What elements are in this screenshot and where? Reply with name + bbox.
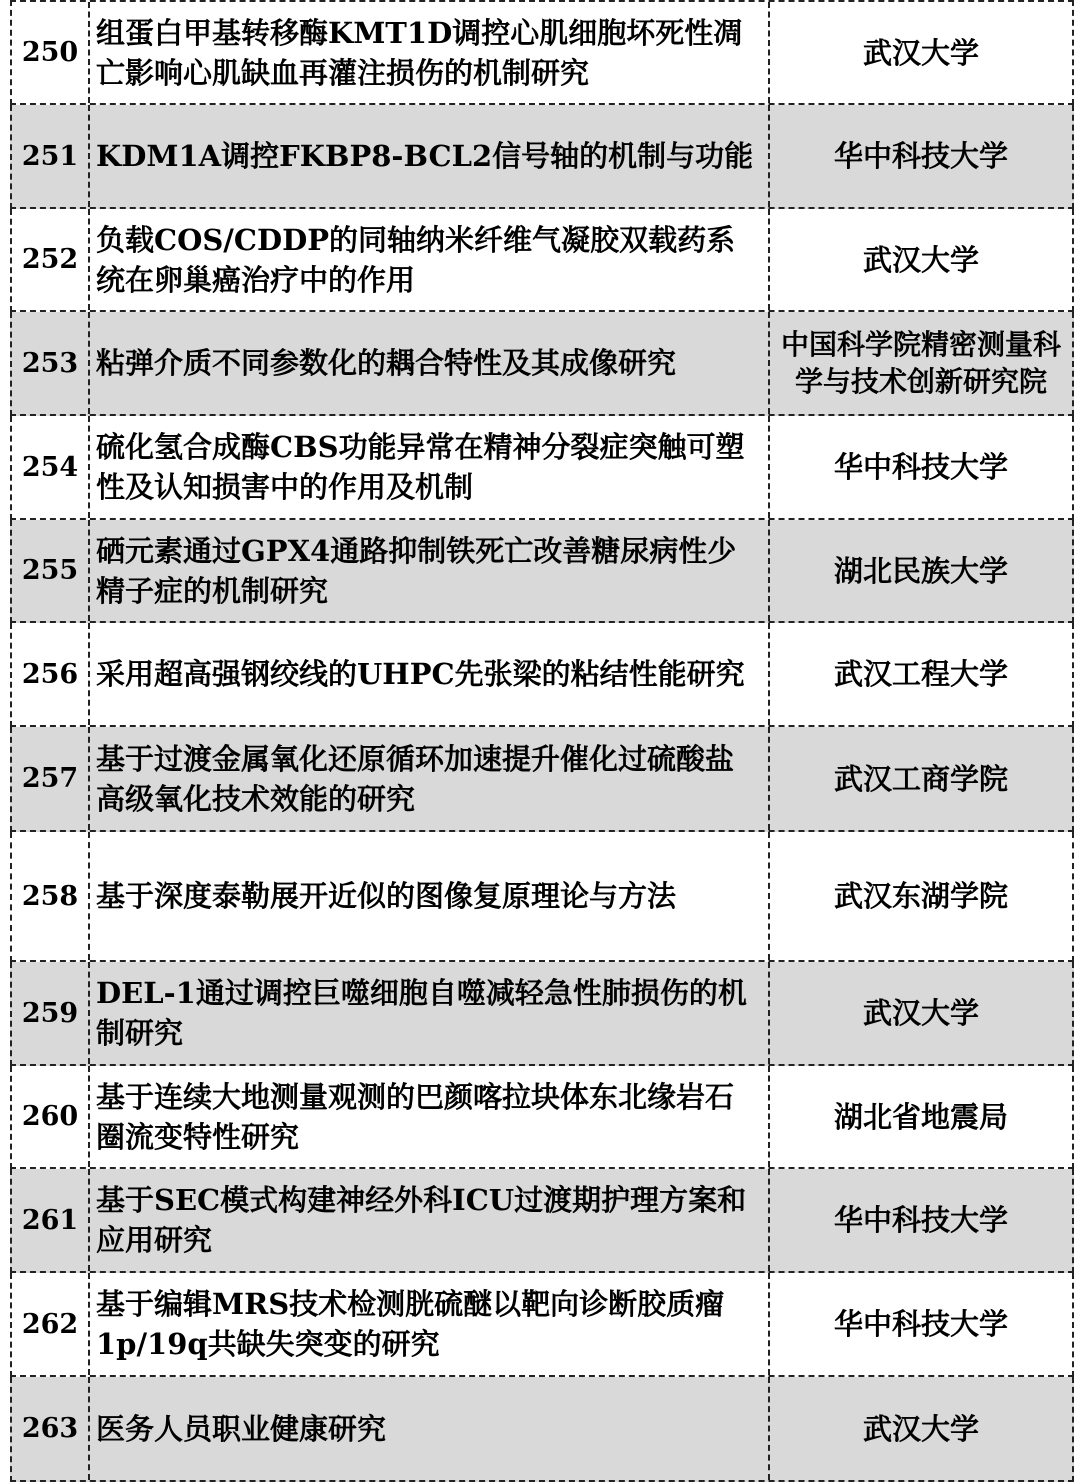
institution: 武汉大学 <box>862 996 979 1030</box>
table-row <box>10 209 1074 312</box>
institution: 华中科技大学 <box>833 139 1008 173</box>
project-title: 基于SEC模式构建神经外科ICU过渡期护理方案和应用研究 <box>90 1169 770 1271</box>
institution: 武汉东湖学院 <box>833 879 1008 913</box>
institution: 湖北民族大学 <box>833 553 1008 588</box>
table-row <box>10 962 1074 1066</box>
project-title: 基于深度泰勒展开近似的图像复原理论与方法 <box>90 832 770 960</box>
project-title: 基于过渡金属氧化还原循环加速提升催化过硫酸盐高级氧化技术效能的研究 <box>90 727 770 830</box>
row-number: 252 <box>12 209 90 310</box>
project-title: KDM1A调控FKBP8-BCL2信号轴的机制与功能 <box>90 105 770 207</box>
table-row <box>10 1273 1074 1377</box>
table-row <box>10 832 1074 962</box>
project-title: 医务人员职业健康研究 <box>90 1377 770 1480</box>
project-title: DEL-1通过调控巨噬细胞自噬减轻急性肺损伤的机制研究 <box>90 962 770 1064</box>
project-title: 基于连续大地测量观测的巴颜喀拉块体东北缘岩石圈流变特性研究 <box>90 1066 770 1167</box>
institution: 武汉工商学院 <box>833 761 1008 796</box>
institution: 华中科技大学 <box>833 1307 1008 1341</box>
institution: 湖北省地震局 <box>833 1099 1008 1134</box>
row-number: 259 <box>12 962 90 1064</box>
project-title: 硒元素通过GPX4通路抑制铁死亡改善糖尿病性少精子症的机制研究 <box>90 520 770 621</box>
row-number: 256 <box>12 623 90 725</box>
row-number: 255 <box>12 520 90 621</box>
row-number: 260 <box>12 1066 90 1167</box>
institution: 武汉大学 <box>862 242 979 277</box>
row-number: 261 <box>12 1169 90 1271</box>
project-title: 硫化氢合成酶CBS功能异常在精神分裂症突触可塑性及认知损害中的作用及机制 <box>90 416 770 518</box>
table-row <box>10 1169 1074 1273</box>
row-number: 254 <box>12 416 90 518</box>
row-number: 257 <box>12 727 90 830</box>
table-row <box>10 1377 1074 1482</box>
institution: 华中科技大学 <box>833 450 1008 484</box>
row-number: 253 <box>12 312 90 414</box>
project-title: 组蛋白甲基转移酶KMT1D调控心肌细胞坏死性凋亡影响心肌缺血再灌注损伤的机制研究 <box>90 2 770 103</box>
row-number: 262 <box>12 1273 90 1375</box>
table-row <box>10 416 1074 520</box>
institution: 华中科技大学 <box>833 1203 1008 1237</box>
row-number: 251 <box>12 105 90 207</box>
row-number: 263 <box>12 1377 90 1480</box>
project-title: 粘弹介质不同参数化的耦合特性及其成像研究 <box>90 312 770 414</box>
table-row <box>10 727 1074 832</box>
project-title: 负载COS/CDDP的同轴纳米纤维气凝胶双载药系统在卵巢癌治疗中的作用 <box>90 209 770 310</box>
table-row <box>10 0 1074 105</box>
row-number: 258 <box>12 832 90 960</box>
project-title: 采用超高强钢绞线的UHPC先张梁的粘结性能研究 <box>90 623 770 725</box>
table-row <box>10 105 1074 209</box>
project-title: 基于编辑MRS技术检测胱硫醚以靶向诊断胶质瘤1p/19q共缺失突变的研究 <box>90 1273 770 1375</box>
row-number: 250 <box>12 2 90 103</box>
table-row <box>10 312 1074 416</box>
institution: 武汉大学 <box>862 1411 979 1446</box>
institution: 中国科学院精密测量科学与技术创新研究院 <box>780 328 1061 398</box>
institution: 武汉大学 <box>862 35 979 70</box>
table-row <box>10 520 1074 623</box>
institution: 武汉工程大学 <box>833 657 1008 691</box>
table-row <box>10 1066 1074 1169</box>
table-row <box>10 623 1074 727</box>
